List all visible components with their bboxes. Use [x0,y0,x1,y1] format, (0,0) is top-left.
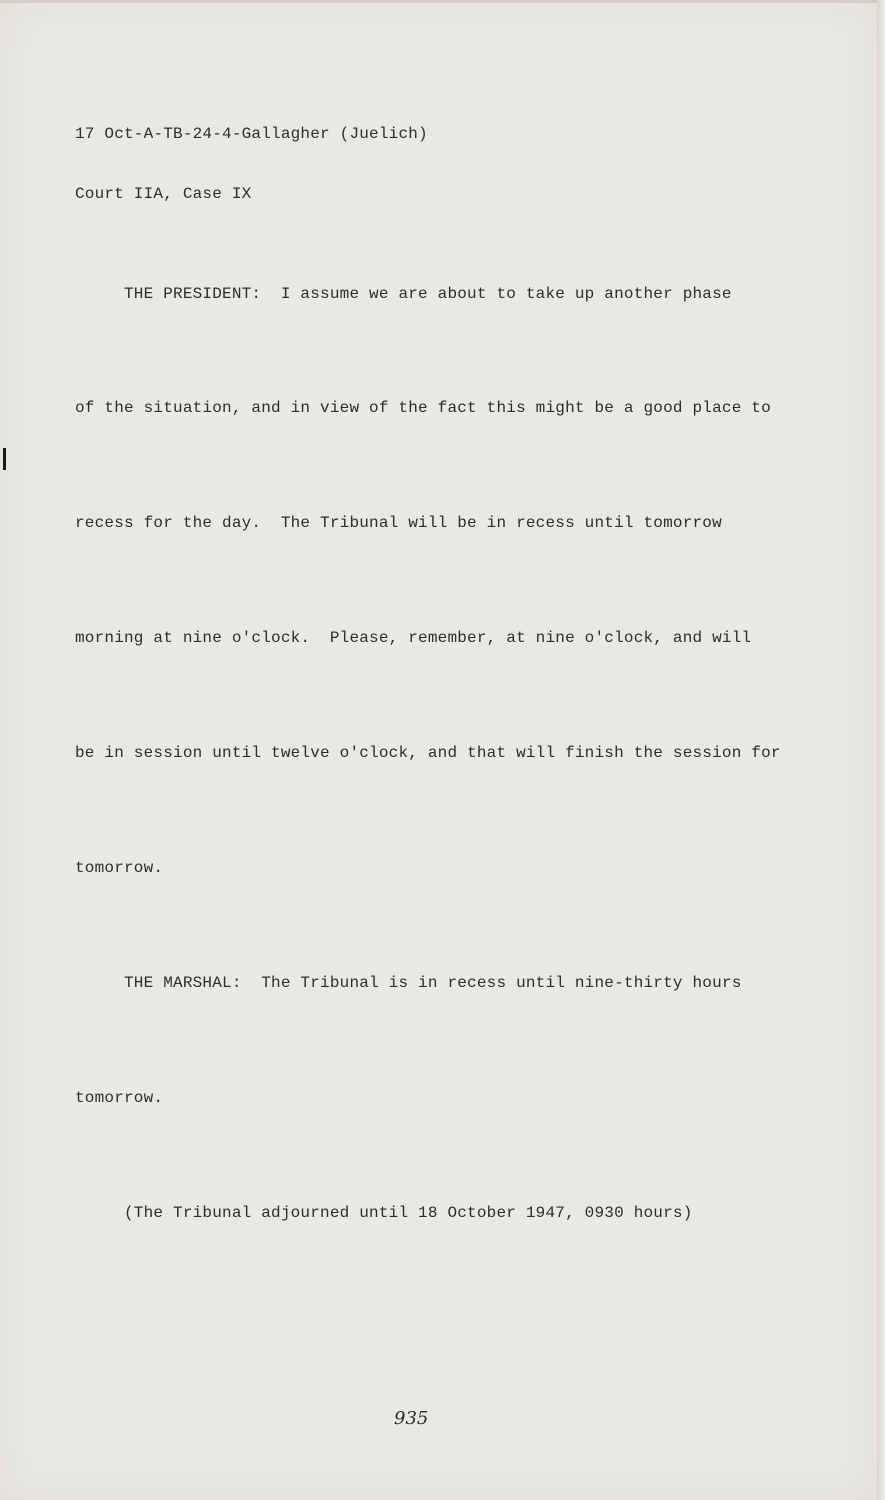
transcript-line: THE PRESIDENT: I assume we are about to take up another phase [75,284,732,303]
header-reference-line: 17 Oct-A-TB-24-4-Gallagher (Juelich) [75,125,428,143]
transcript-line: recess for the day. The Tribunal will be in recess until tomorrow [75,514,722,533]
binding-mark [3,448,6,470]
header-court-line: Court IIA, Case IX [75,185,252,203]
transcript-line: be in session until twelve o'clock, and that will finish the session for [75,744,781,763]
page-right-edge [877,0,885,1500]
transcript-line: morning at nine o'clock. Please, remember, at nine o'clock, and will [75,629,752,648]
transcript-line: tomorrow. [75,1088,164,1107]
transcript-line: (The Tribunal adjourned until 18 October 1947, 0930 hours) [75,1203,693,1222]
transcript-line: THE MARSHAL: The Tribunal is in recess until nine-thirty hours [75,973,742,992]
transcript-line: of the situation, and in view of the fact this might be a good place to [75,399,771,418]
transcript-body [75,198,781,1309]
page-top-edge [0,0,877,3]
transcript-line: tomorrow. [75,859,164,878]
page-number: 935 [394,1408,429,1429]
